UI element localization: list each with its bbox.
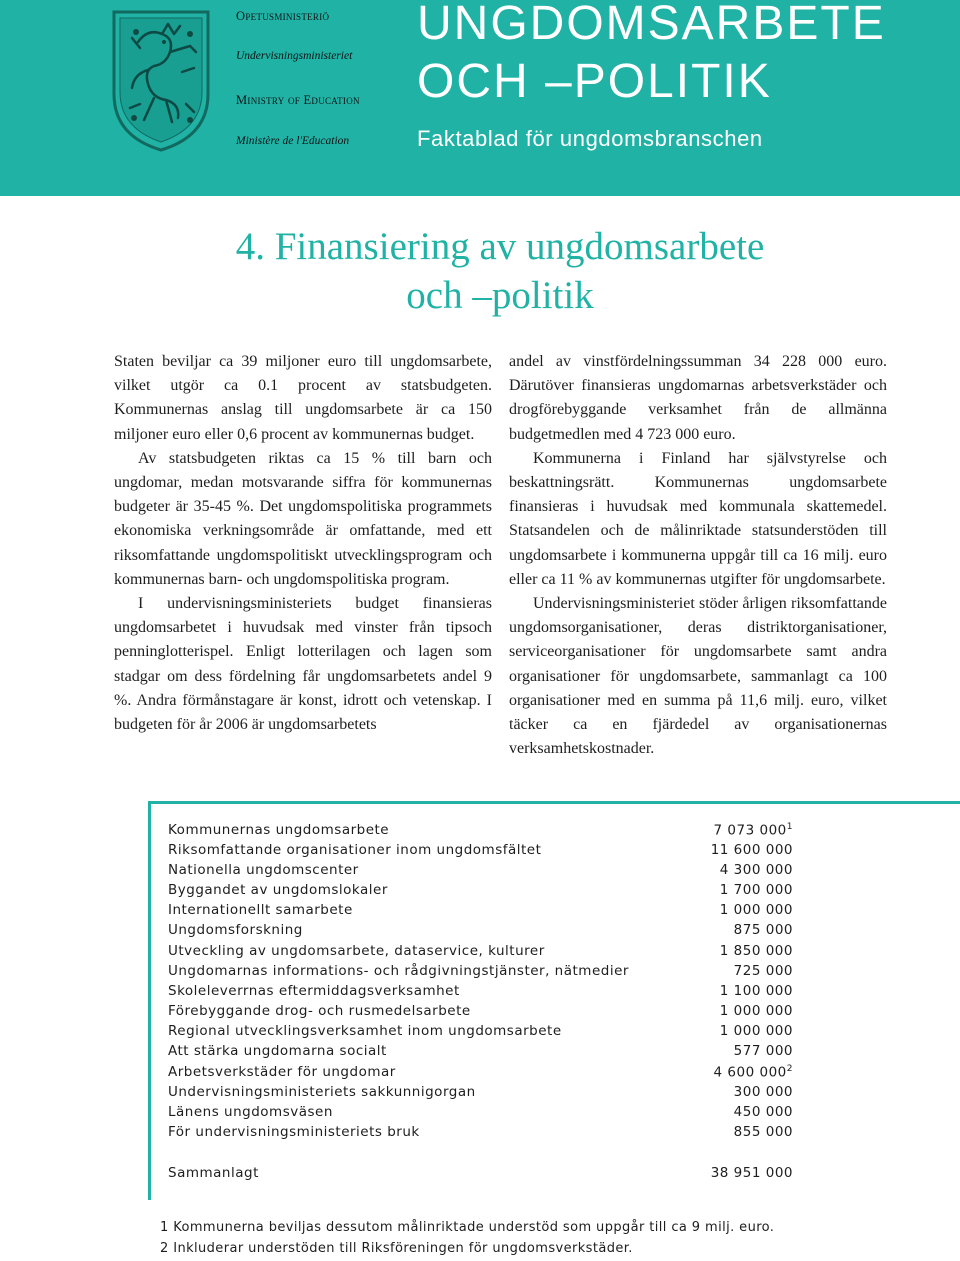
- table-total-row: [168, 1165, 793, 1185]
- table-row: [168, 902, 793, 922]
- row-value: 7 073 $000^1$: [713, 822, 793, 839]
- row-label: Riksomfattande organisationer inom ungdomsfältet: [168, 842, 542, 858]
- row-value: 725 000: [733, 963, 793, 979]
- table-row: [168, 1084, 793, 1104]
- table-row: [168, 1023, 793, 1043]
- row-label: Byggandet av ungdomslokaler: [168, 882, 388, 898]
- row-value: 1 000 000: [719, 1023, 793, 1039]
- footnote-ref: 2: [786, 1064, 793, 1074]
- row-value: 1 000 000: [719, 902, 793, 918]
- table-row: [168, 1043, 793, 1063]
- row-value: 4 600 $000^2$: [713, 1064, 793, 1081]
- row-value: 300 000: [733, 1084, 793, 1100]
- table-row: [168, 1003, 793, 1023]
- paragraph: andel av vinstfördelningssumman 34 228 000 euro. Därutöver finansieras ungdomarnas arbetsverkstäder och drogförebyggande verksamhet från de allmänna budgetmedlen med 4 723 000 euro.: [509, 353, 887, 443]
- page-title-line1: UNGDOMSARBETE: [417, 0, 886, 50]
- paragraph: Undervisningsministeriet stöder årligen riksomfattande ungdomsorganisationer, deras distriktorganisationer, serviceorganisationer för ungdomsarbete samt andra organisationer för ungdomsarbete, sammanlagt ca 100 organisationer med en summa på 11,6 milj. euro, vilket täcker ca en fjärdedel av organisationernas verksamhetskostnader.: [509, 595, 887, 758]
- page-title-line2: OCH –POLITIK: [417, 55, 772, 108]
- row-value: 1 100 000: [719, 983, 793, 999]
- row-value: 11 600 000: [710, 842, 793, 858]
- ministry-name-finnish: Opetusministeriö: [236, 9, 330, 23]
- row-value: 577 000: [733, 1043, 793, 1059]
- table-row: [168, 1124, 793, 1144]
- table-row: [168, 922, 793, 942]
- coat-of-arms-icon: [110, 8, 212, 153]
- ministry-name-french: Ministère de l'Education: [236, 135, 350, 147]
- row-label: Kommunernas ungdomsarbete: [168, 822, 390, 838]
- table-row: [168, 1104, 793, 1124]
- total-value: 38 951 000: [710, 1165, 793, 1181]
- body-column-left: [114, 350, 492, 737]
- row-label: Nationella ungdomscenter: [168, 862, 359, 878]
- table-row: [168, 822, 793, 842]
- section-heading-line2: och –politik: [406, 274, 594, 317]
- row-value: 1 000 000: [719, 1003, 793, 1019]
- row-value: 875 000: [733, 922, 793, 938]
- row-label: Utveckling av ungdomsarbete, dataservice, kulturer: [168, 943, 545, 959]
- row-label: Länens ungdomsväsen: [168, 1104, 333, 1120]
- row-label: Skoleleverrnas eftermiddagsverksamhet: [168, 983, 460, 999]
- row-value: 1 700 000: [719, 882, 793, 898]
- row-label: Undervisningsministeriets sakkunnigorgan: [168, 1084, 476, 1100]
- table-row: [168, 882, 793, 902]
- paragraph: Staten beviljar ca 39 miljoner euro till ungdomsarbete, vilket utgör ca 0.1 procent av statsbudgeten. Kommunernas anslag till ungdomsarbete är ca 150 miljoner euro eller 0,6 procent av kommunernas budget.: [114, 353, 492, 443]
- row-label: Att stärka ungdomarna socialt: [168, 1043, 387, 1059]
- row-label: Förebyggande drog- och rusmedelsarbete: [168, 1003, 471, 1019]
- paragraph: Kommunerna i Finland har självstyrelse och beskattningsrätt. Kommunernas ungdomsarbete finansieras i huvudsak med kommunala skattemedel. Statsandelen och de målinriktade statsunderstöden till ungdomsarbete i kommunerna uppgår till ca 16 milj. euro eller ca 11 % av kommunernas utgifter för ungdomsarbete.: [509, 449, 887, 588]
- row-label: För undervisningsministeriets bruk: [168, 1124, 420, 1140]
- row-label: Arbetsverkstäder för ungdomar: [168, 1064, 396, 1080]
- row-value: 855 000: [733, 1124, 793, 1140]
- row-value: 1 850 000: [719, 943, 793, 959]
- footnote-2: 2 Inkluderar understöden till Riksföreningen för ungdomsverkstäder.: [160, 1241, 633, 1256]
- total-label: Sammanlagt: [168, 1165, 259, 1181]
- row-value: 4 300 000: [719, 862, 793, 878]
- table-row: [168, 943, 793, 963]
- footnote-1: 1 Kommunerna beviljas dessutom målinriktade understöd som uppgår till ca 9 milj. euro.: [160, 1220, 775, 1235]
- table-row: [168, 862, 793, 882]
- row-label: Internationellt samarbete: [168, 902, 353, 918]
- header-banner: [0, 0, 960, 196]
- row-value: 450 000: [733, 1104, 793, 1120]
- row-label: Ungdomarnas informations- och rådgivningstjänster, nätmedier: [168, 963, 629, 979]
- footnote-ref: 1: [786, 822, 793, 832]
- table-row: [168, 1064, 793, 1084]
- ministry-name-english: Ministry of Education: [236, 93, 360, 107]
- paragraph: I undervisningsministeriets budget finansieras ungdomsarbetet i huvudsak med vinster från tipsoch penninglotterispel. Enligt lotterilagen och lagen som stadgar om dess fördelning får ungdomsarbetets andel 9 %. Andra förmånstagare är konst, idrott och vetenskap. I budgeten för år 2006 är ungdomsarbetets: [114, 595, 492, 734]
- table-row: [168, 983, 793, 1003]
- table-row: [168, 963, 793, 983]
- body-column-right: [509, 350, 887, 761]
- table-row: [168, 842, 793, 862]
- row-label: Regional utvecklingsverksamhet inom ungdomsarbete: [168, 1023, 562, 1039]
- section-heading-line1: 4. Finansiering av ungdomsarbete: [235, 225, 765, 268]
- ministry-name-swedish: Undervisningsministeriet: [236, 50, 353, 62]
- paragraph: Av statsbudgeten riktas ca 15 % till barn och ungdomar, medan motsvarande siffra för kommunernas budgeter är 35-45 %. Det ungdomspolitiska programmets ekonomiska verkningsområde är omfattande, med ett riksomfattande ungdomspolitiskt utvecklingsprogram och kommunernas barn- och ungdomspolitiska program.: [114, 449, 492, 588]
- page-subtitle: Faktablad för ungdomsbranschen: [417, 126, 763, 151]
- row-label: Ungdomsforskning: [168, 922, 303, 938]
